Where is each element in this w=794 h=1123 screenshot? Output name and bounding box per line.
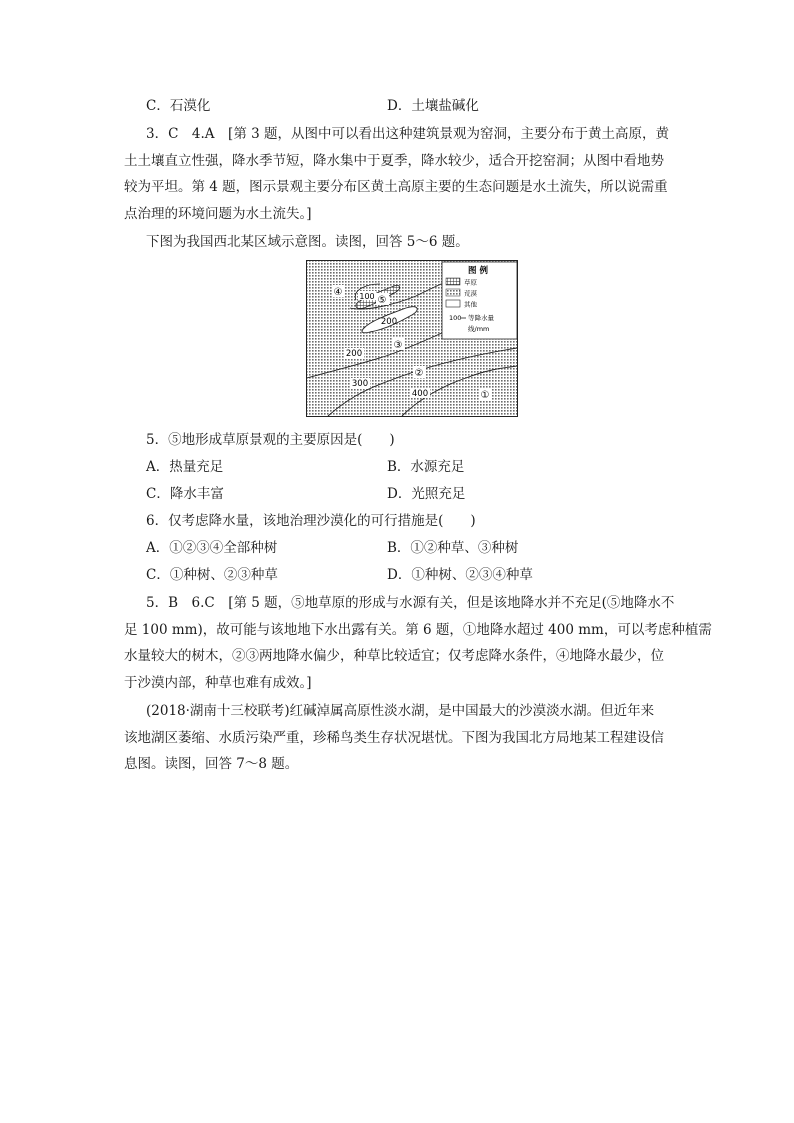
isoline-label: 300: [351, 379, 369, 389]
answer-5-6-line: 水量较大的树木，②③两地降水偏少，种草比较适宜；仅考虑降水条件，④地降水最少，位: [124, 648, 664, 664]
q5-option-d: D．光照充足: [387, 486, 466, 502]
q6-option-d: D．①种树、②③④种草: [387, 567, 533, 583]
answer-3-4-line: 点治理的环境问题为水土流失。]: [124, 206, 312, 222]
region-map: [306, 260, 518, 417]
intro-5-6: 下图为我国西北某区域示意图。读图，回答 5～6 题。: [146, 234, 469, 250]
region-label-2: ②: [414, 368, 424, 379]
q6-stem: 6．仅考虑降水量，该地治理沙漠化的可行措施是( ): [146, 513, 476, 529]
intro-7-8-line: (2018·湖南十三校联考)红碱淖属高原性淡水湖，是中国最大的沙漠淡水湖。但近年来: [146, 703, 655, 719]
answer-3-4-line: 3．C 4.A [第 3 题，从图中可以看出这种建筑景观为窑洞，主要分布于黄土高原，黄: [146, 126, 669, 142]
answer-3-4-line: 土土壤直立性强，降水季节短，降水集中于夏季，降水较少，适合开挖窑洞；从图中看地势: [124, 153, 664, 169]
q5-option-c: C．降水丰富: [146, 486, 224, 502]
q5-stem: 5．⑤地形成草原景观的主要原因是( ): [146, 432, 395, 448]
q5-option-a: A．热量充足: [146, 459, 224, 475]
q6-option-a: A．①②③④全部种树: [146, 540, 278, 556]
q6-option-c: C．①种树、②③种草: [146, 567, 278, 583]
option-d: D．土壤盐碱化: [387, 98, 479, 114]
intro-7-8-line: 息图。读图，回答 7～8 题。: [124, 756, 299, 772]
region-label-1: ①: [480, 390, 490, 401]
legend-title: 图 例: [468, 266, 488, 276]
legend-isoline: 等降水量: [468, 314, 494, 322]
isoline-label: 400: [411, 389, 429, 399]
q5-option-b: B．水源充足: [387, 459, 465, 475]
legend-isoline-value: 100: [449, 314, 462, 322]
legend-desert: 荒漠: [464, 289, 477, 298]
answer-5-6-line: 5．B 6.C [第 5 题，⑤地草原的形成与水源有关，但是该地降水并不充足(⑤地降水不: [146, 595, 675, 611]
isoline-label: 200: [380, 317, 398, 327]
region-label-4: ④: [333, 287, 343, 298]
intro-7-8-line: 该地湖区萎缩、水质污染严重，珍稀鸟类生存状况堪忧。下图为我国北方局地某工程建设信: [124, 730, 664, 746]
isoline-label: 100: [359, 292, 375, 301]
legend-unit: 线/mm: [468, 325, 490, 333]
q6-option-b: B．①②种草、③种树: [387, 540, 519, 556]
isoline-label: 200: [345, 349, 363, 359]
map-legend: [442, 262, 517, 339]
option-c: C．石漠化: [146, 98, 211, 114]
region-label-3: ③: [393, 340, 403, 351]
legend-grassland: 草原: [464, 278, 477, 287]
answer-5-6-line: 足 100 mm)，故可能与该地地下水出露有关。第 6 题，①地降水超过 400 mm，可以考虑种植需: [124, 622, 712, 638]
answer-5-6-line: 于沙漠内部，种草也难有成效。]: [124, 675, 312, 691]
region-label-5: ⑤: [377, 295, 387, 306]
legend-other: 其他: [464, 300, 477, 309]
answer-3-4-line: 较为平坦。第 4 题，图示景观主要分布区黄土高原主要的生态问题是水土流失，所以说需重: [124, 179, 668, 195]
